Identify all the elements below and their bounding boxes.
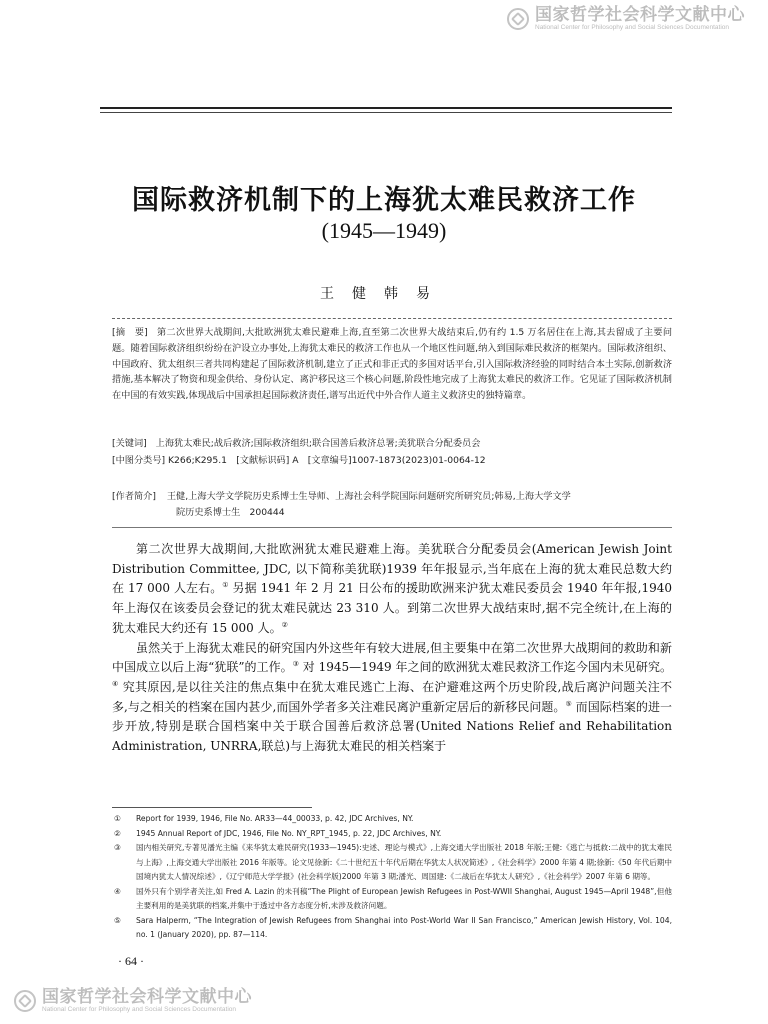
footnote-3: ③ 国内相关研究,专著见潘光主编《来华犹太难民研究(1933—1945):史述、理论与模式》,上海交通大学出版社 2018 年版;王健:《逃亡与抵救:二战中的犹太难民与上海》,上海交通大学出版社 2016 年版等。论文见徐新:《二十世纪五十年代后期在华犹太人状况简述》,《社会科学》2000 年第 4 期;徐新:《50 年代后期中国境内犹太人情况综述》,《辽宁师范大学学报》(社会科学版)2000 年第 3 期;潘光、周国建:《二战后在华犹太人研究》,《社会科学》2007 年第 6 期等。 bbox=[114, 843, 672, 881]
keywords-line bbox=[112, 436, 672, 452]
footnote-ref-1[interactable]: ① bbox=[222, 581, 229, 590]
watermark-name: 国家哲学社会科学文献中心 bbox=[535, 5, 745, 25]
body-paragraph-1: 第二次世界大战期间,大批欧洲犹太难民避难上海。美犹联合分配委员会(American Jewish Joint Distribution Committee, JDC, 以下简称美犹联)1939 年年报显示,当年底在上海的犹太难民总数大约在 17 000 人左右。① 另据 1941 年 2 月 21 日公布的援助欧洲来沪犹太难民委员会 1940 年年报,1940 年上海仅在该委员会登记的犹太难民就达 23 310 人。到第二次世界大战结束时,据不完全统计,在上海的犹太难民大约还有 15 000 人。② bbox=[112, 542, 672, 635]
footnote-rule bbox=[112, 807, 312, 808]
header-rule-thin bbox=[100, 112, 672, 113]
top-watermark bbox=[507, 7, 745, 32]
abstract-label: [摘 要] bbox=[112, 327, 148, 338]
watermark-subtitle: National Center for Philosophy and Social Sciences Documentation bbox=[535, 24, 730, 31]
author-bio-line2: 院历史系博士生 200444 bbox=[176, 506, 285, 518]
abstract-top-rule bbox=[112, 318, 672, 319]
watermark-subtitle: National Center for Philosophy and Social Sciences Documentation bbox=[42, 1006, 237, 1013]
ncpssd-logo-icon bbox=[14, 990, 36, 1012]
author-bio-line1: 王健,上海大学文学院历史系博士生导师、上海社会科学院国际问题研究所研究员;韩易,上海大学文学 bbox=[166, 491, 571, 502]
footnote-1: ① Report for 1939, 1946, File No. AR33—44_00033, p. 42, JDC Archives, NY. bbox=[114, 814, 414, 823]
abstract-text: 第二次世界大战期间,大批欧洲犹太难民避难上海,直至第二次世界大战结束后,仍有约 1.5 万名居住在上海,其去留成了主要问题。随着国际救济组织纷纷在沪设立办事处,上海犹太难民的救济工作也从一个地区性问题,纳入到国际难民救济的框架内。国际救济组织、中国政府、犹太组织三者共同构建起了国际救济机制,建立了正式和非正式的多国对话平台,引入国际救济经验的同时结合本土实际,创新救济措施,基本解决了物资和现金供给、身份认定、离沪移民这三个核心问题,阶段性地完成了上海犹太难民的救济工作。它见证了国际救济机制在中国的有效实践,体现战后中国承担起国际救济责任,谱写出近代中外合作人道主义救济史的独特篇章。 bbox=[112, 327, 673, 402]
footnote-5: ⑤ Sara Halperm, “The Integration of Jewish Refugees from Shanghai into Post-World War II San Francisco,” American Jewish History, Vol. 104, no. 1 (January 2020), pp. 87—114. bbox=[114, 915, 672, 939]
body-text bbox=[112, 540, 672, 757]
bottom-watermark bbox=[14, 989, 252, 1014]
keywords-label: [关键词] bbox=[112, 438, 147, 449]
article-title: 国际救济机制下的上海犹太难民救济工作 bbox=[132, 185, 636, 216]
footnote-ref-2[interactable]: ② bbox=[281, 620, 288, 629]
footnote-ref-3[interactable]: ③ bbox=[292, 660, 299, 669]
footnotes bbox=[112, 812, 672, 943]
author-intro-label: [作者简介] bbox=[112, 491, 156, 502]
footnote-ref-5[interactable]: ⑤ bbox=[565, 699, 572, 708]
article-subtitle: (1945—1949) bbox=[321, 218, 447, 243]
body-paragraph-2: 虽然关于上海犹太难民的研究国内外这些年有较大进展,但主要集中在第二次世界大战期间的救助和新中国成立以后上海“犹联”的工作。③ 对 1945—1949 年之间的欧洲犹太难民救济工作迄今国内未见研究。④ 究其原因,是以往关注的焦点集中在犹太难民逃亡上海、在沪避难这两个历史阶段,战后离沪问题关注不多,与之相关的档案在国内甚少,而国外学者多关注难民离沪重新定居后的新移民问题。⑤ 而国际档案的进一步开放,特别是联合国档案中关于联合国善后救济总署(United Nations Relief and Rehabilitation Administration, UNRRA,联总)与上海犹太难民的相关档案于 bbox=[112, 640, 673, 754]
keywords: 上海犹太难民;战后救济;国际救济组织;联合国善后救济总署;美犹联合分配委员会 bbox=[155, 438, 481, 449]
abstract-bottom-rule bbox=[112, 527, 672, 528]
classification-line: [中图分类号] K266;K295.1 [文献标识码] A [文章编号]1007-1873(2023)01-0064-12 bbox=[112, 455, 486, 466]
author-intro bbox=[112, 489, 672, 520]
watermark-name: 国家哲学社会科学文献中心 bbox=[42, 987, 252, 1007]
header-rule-thick bbox=[100, 107, 672, 109]
page-number: · 64 · bbox=[118, 954, 144, 968]
footnote-2: ② 1945 Annual Report of JDC, 1946, File No. NY_RPT_1945, p. 22, JDC Archives, NY. bbox=[114, 828, 442, 838]
ncpssd-logo-icon bbox=[507, 8, 529, 30]
article-authors: 王健韩易 bbox=[320, 286, 448, 302]
abstract bbox=[112, 325, 672, 404]
footnote-4: ④ 国外只有个别学者关注,如 Fred A. Lazin 的未刊稿“The Plight of European Jewish Refugees in Post-WWII Shanghai, August 1945—April 1948”,但他主要利用的是美犹联的档案,并集中于透过中各方态度分析,未涉及救济问题。 bbox=[114, 886, 672, 910]
footnote-ref-4[interactable]: ④ bbox=[112, 679, 119, 688]
